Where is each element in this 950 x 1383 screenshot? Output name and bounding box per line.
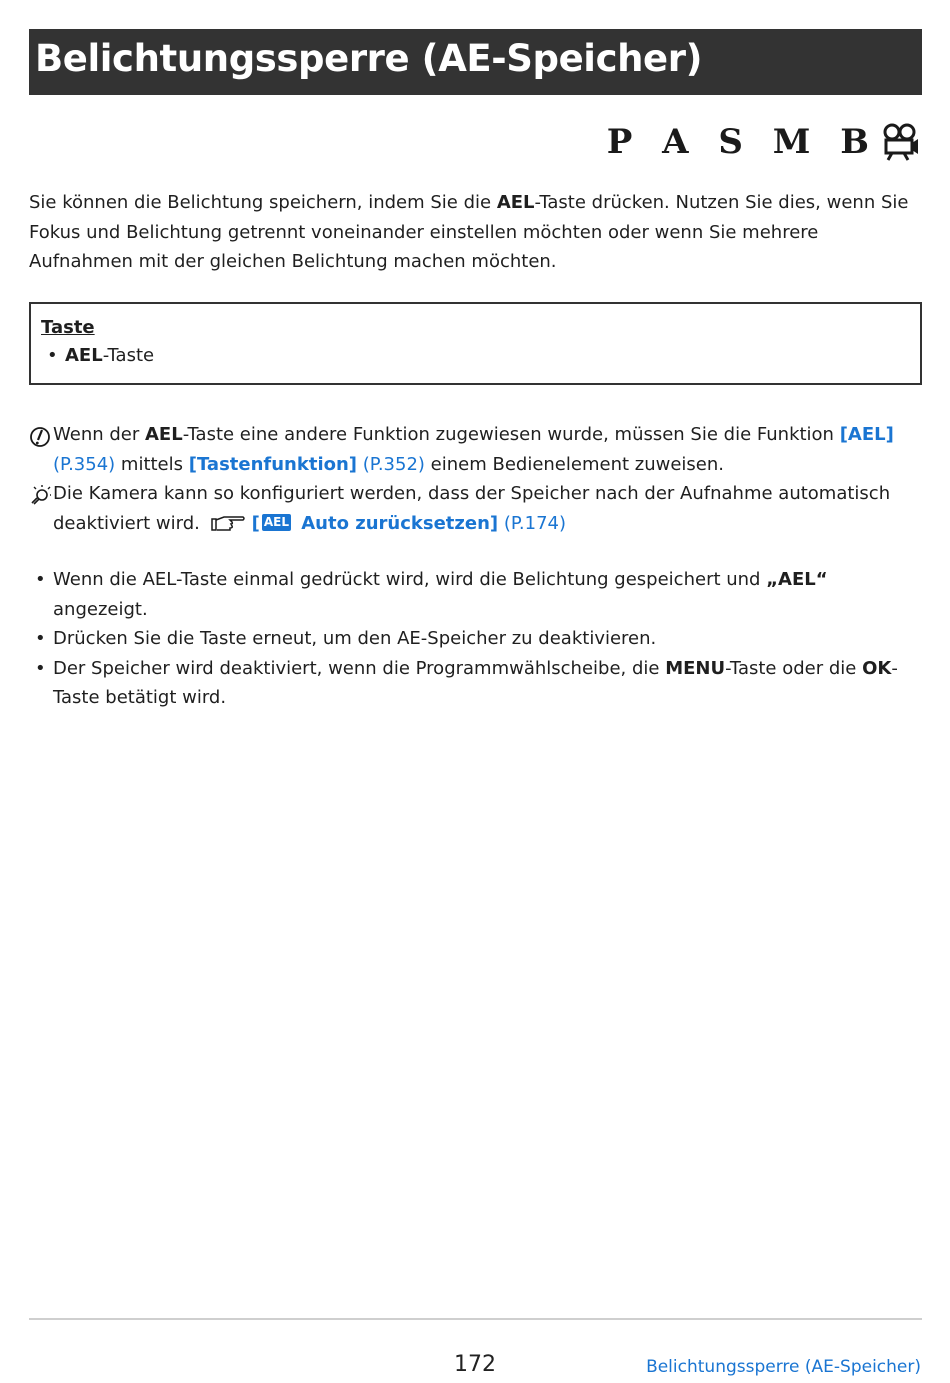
- list-item: • Wenn die AEL-Taste einmal gedrückt wird, wird die Belichtung gespeichert und „AEL“ angezeigt.: [29, 565, 922, 624]
- pointing-hand-icon: [210, 513, 246, 533]
- auto-reset-link[interactable]: [ AEL Auto zurücksetzen]: [251, 512, 499, 534]
- ael-key-label: AEL: [496, 192, 535, 213]
- ael-badge-icon: AEL: [263, 514, 289, 529]
- list-item: • AEL-Taste: [41, 341, 910, 371]
- tip-note: Die Kamera kann so konfiguriert werden, dass der Speicher nach der Aufnahme automatisch deaktiviert wird. [ AEL Auto zurücksetzen] (P.174): [29, 479, 922, 538]
- footer-divider: [29, 1318, 922, 1320]
- caution-note: Wenn der AEL-Taste eine andere Funktion zugewiesen wurde, müssen Sie die Funktion [AEL] (P.354) mittels [Tastenfunktion] (P.352) einem Bedienelement zuweisen.: [29, 420, 922, 479]
- ael-function-link[interactable]: [AEL]: [839, 424, 894, 445]
- notes: [29, 420, 922, 538]
- page-ref-link[interactable]: (P.352): [357, 453, 425, 475]
- movie-camera-icon: [880, 123, 920, 161]
- page-number: 172: [454, 1352, 496, 1377]
- footer-section-link[interactable]: Belichtungssperre (AE-Speicher): [646, 1357, 921, 1377]
- page-ref-link[interactable]: (P.354): [53, 453, 116, 475]
- bullet-list: [29, 565, 922, 713]
- tip-icon: [29, 485, 51, 507]
- button-box: [29, 302, 922, 385]
- box-title: Taste: [41, 317, 95, 338]
- list-item: • Der Speicher wird deaktiviert, wenn die Programmwählscheibe, die MENU-Taste oder die OK-Taste betätigt wird.: [29, 654, 922, 713]
- intro-paragraph: Sie können die Belichtung speichern, indem Sie die AEL-Taste drücken. Nutzen Sie dies, wenn Sie Fokus und Belichtung getrennt voneinander einstellen möchten oder wenn Sie mehrere Aufnahmen mit der gleichen Belichtung machen möchten.: [29, 192, 909, 272]
- shooting-modes: [607, 120, 920, 164]
- list-item: • Drücken Sie die Taste erneut, um den AE-Speicher zu deaktivieren.: [29, 624, 922, 654]
- button-function-link[interactable]: [Tastenfunktion]: [188, 453, 358, 475]
- caution-icon: [29, 426, 51, 448]
- page-ref-link[interactable]: (P.174): [498, 512, 567, 534]
- mode-letters: P A S M B: [606, 122, 878, 162]
- page-title: Belichtungssperre (AE-Speicher): [29, 29, 922, 95]
